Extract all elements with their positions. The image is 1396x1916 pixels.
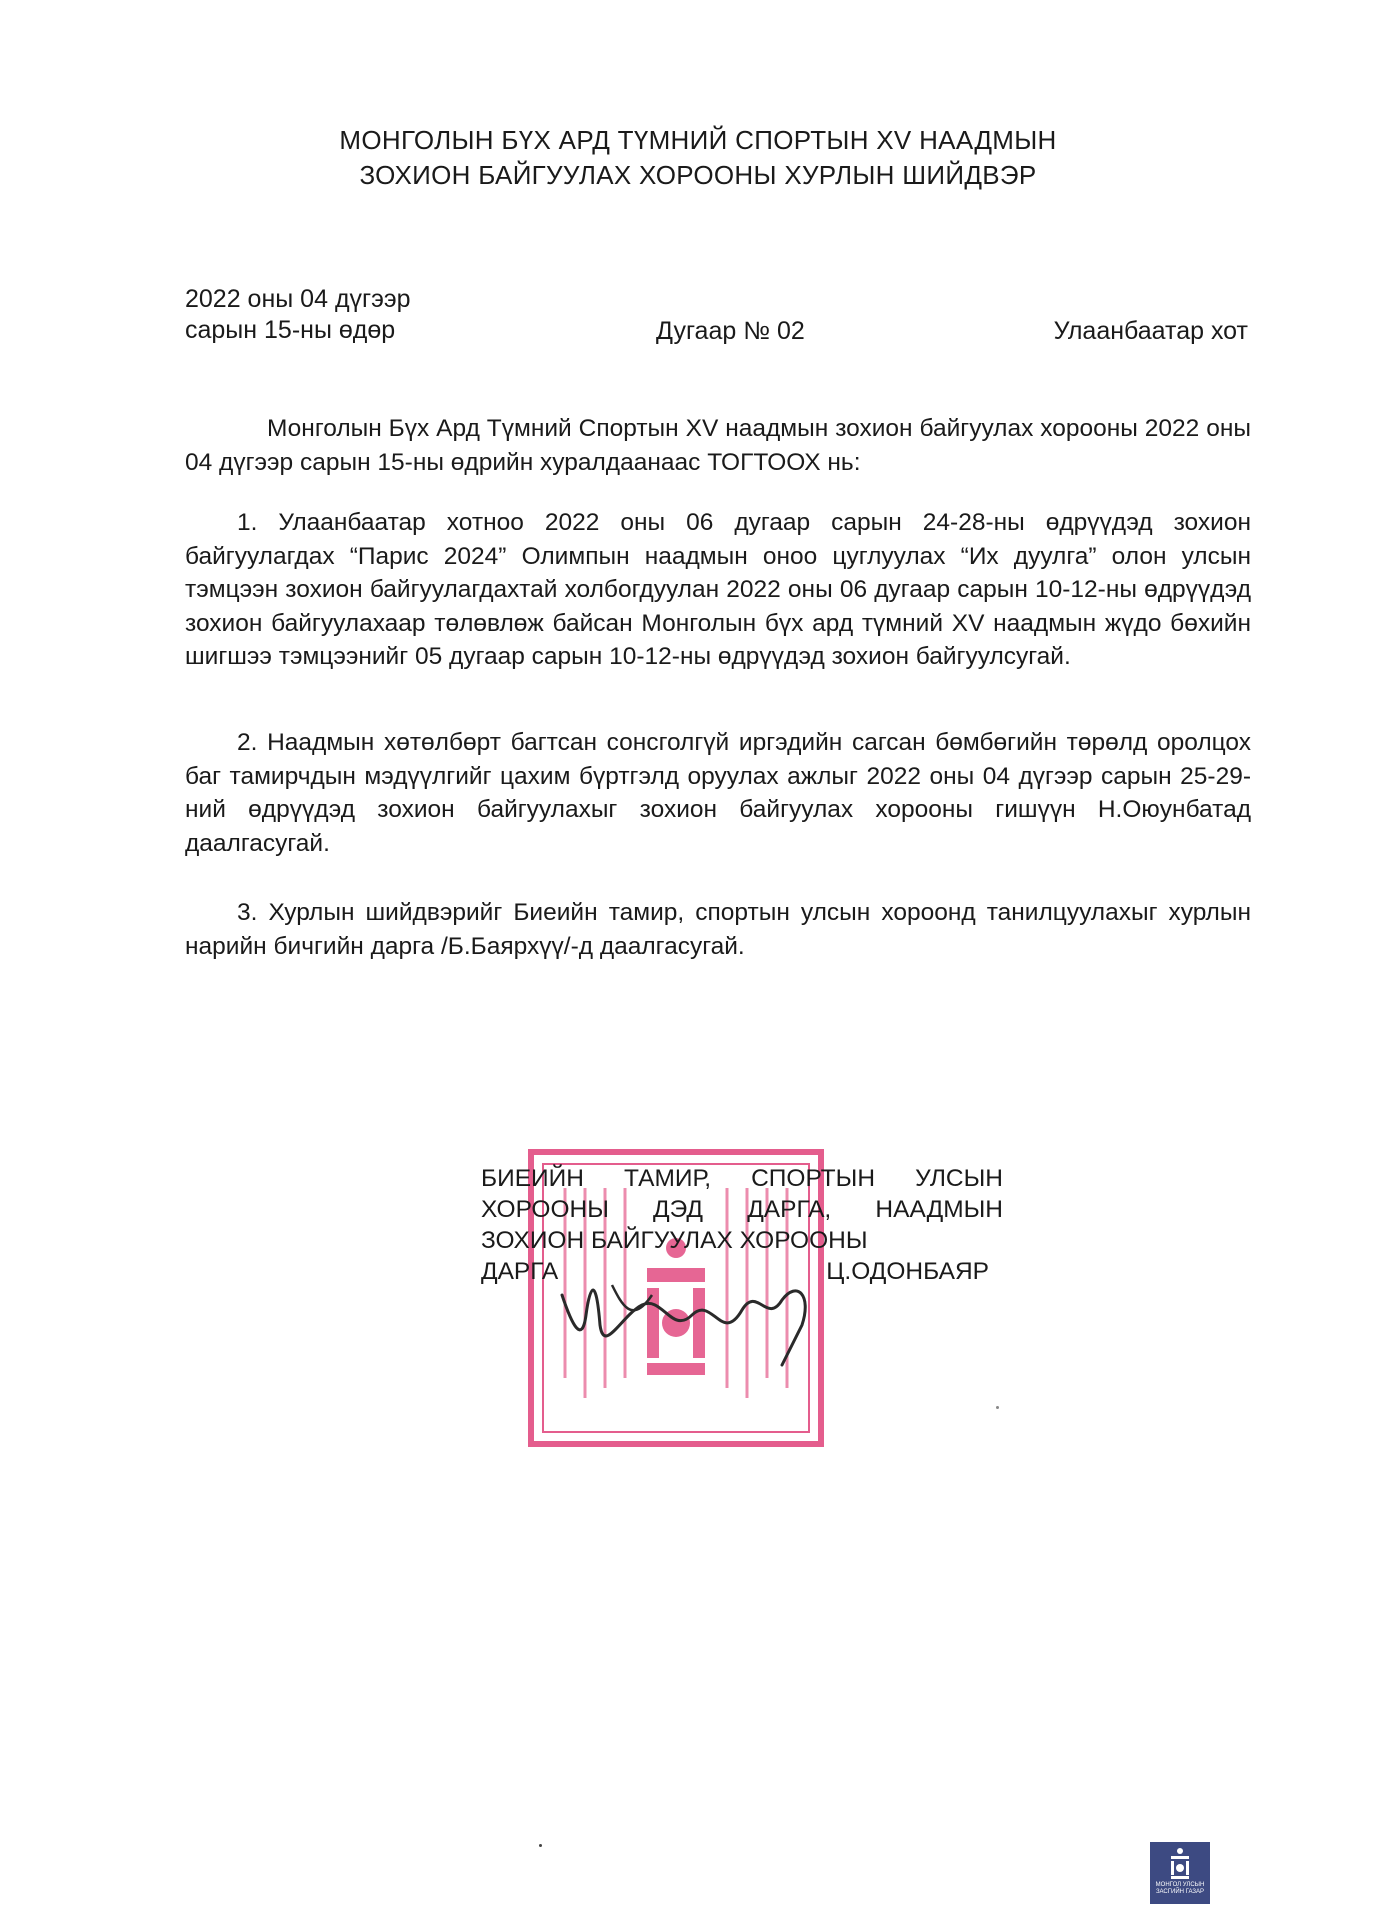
date-line-2: сарын 15-ны өдөр: [185, 316, 396, 344]
signature-line-3: ЗОХИОН БАЙГУУЛАХ ХОРООНЫ: [481, 1227, 868, 1254]
signature-line-1: [481, 1163, 1003, 1194]
sig-word: СПОРТЫН: [751, 1165, 876, 1192]
sig-word: ДАРГА,: [747, 1196, 832, 1223]
sig-word: ТАМИР,: [624, 1165, 712, 1192]
sig-word: НААДМЫН: [875, 1196, 1003, 1223]
title-line-1: МОНГОЛЫН БҮХ АРД ТҮМНИЙ СПОРТЫН XV НААДМЫН: [339, 125, 1057, 155]
emblem-caption: МОНГОЛ УЛСЫН ЗАСГИЙН ГАЗАР: [1155, 1882, 1205, 1895]
title-line-2: ЗОХИОН БАЙГУУЛАХ ХОРООНЫ ХУРЛЫН ШИЙДВЭР: [359, 160, 1037, 190]
sig-word: ДЭД: [653, 1196, 704, 1223]
signatory-name: Ц.ОДОНБАЯР: [826, 1258, 989, 1285]
sig-word: ХОРООНЫ: [481, 1196, 609, 1223]
intro-paragraph: Монголын Бүх Ард Түмний Спортын XV наадмын зохион байгуулах хорооны 2022 оны 04 дүгээр сарын 15-ны өдрийн хуралдаанаас ТОГТООХ нь:: [185, 415, 1251, 476]
signature-block: [481, 1163, 1003, 1287]
signature-line-2: [481, 1194, 1003, 1225]
signatory-title: ДАРГА: [481, 1258, 559, 1285]
scan-mark: [996, 1406, 999, 1409]
document-title: [0, 123, 1396, 193]
sig-word: БИЕИЙН: [481, 1165, 584, 1192]
resolution-item-2: 2. Наадмын хөтөлбөрт багтсан сонсголгүй иргэдийн сагсан бөмбөгийн төрөлд оролцох баг тамирчдын мэдүүлгийг цахим бүртгэлд оруулах ажлыг 2022 оны 04 дүгээр сарын 25-29-ний өдрүүдэд зохион байгуулахыг зохион байгуулах хорооны гишүүн Н.Оюунбатад даалгасугай.: [185, 729, 1251, 857]
soyombo-icon: [1167, 1846, 1193, 1880]
document-date: [185, 284, 411, 346]
date-line-1: 2022 оны 04 дүгээр: [185, 285, 411, 313]
scan-mark: [539, 1844, 542, 1847]
document-number: Дугаар № 02: [656, 317, 805, 345]
resolution-item-1: 1. Улаанбаатар хотноо 2022 оны 06 дугаар сарын 24-28-ны өдрүүдэд зохион байгуулагдах “Парис 2024” Олимпын наадмын оноо цуглуулах “Их дуулга” олон улсын тэмцээн зохион байгуулагдахтай холбогдуулан 2022 оны 06 дугаар сарын 10-12-ны өдрүүдэд зохион байгуулахаар төлөвлөж байсан Монголын бүх ард түмний XV наадмын жүдо бөхийн шигшээ тэмцээнийг 05 дугаар сарын 10-12-ны өдрүүдэд зохион байгуулсугай.: [185, 509, 1251, 670]
government-emblem: [1150, 1842, 1210, 1904]
sig-word: УЛСЫН: [915, 1165, 1003, 1192]
resolution-item-3: 3. Хурлын шийдвэрийг Биеийн тамир, спортын улсын хороонд танилцуулахыг хурлын нарийн бичгийн дарга /Б.Баярхүү/-д даалгасугай.: [185, 899, 1251, 960]
document-city: Улаанбаатар хот: [1053, 317, 1248, 345]
signature-line-4: [481, 1256, 1003, 1287]
